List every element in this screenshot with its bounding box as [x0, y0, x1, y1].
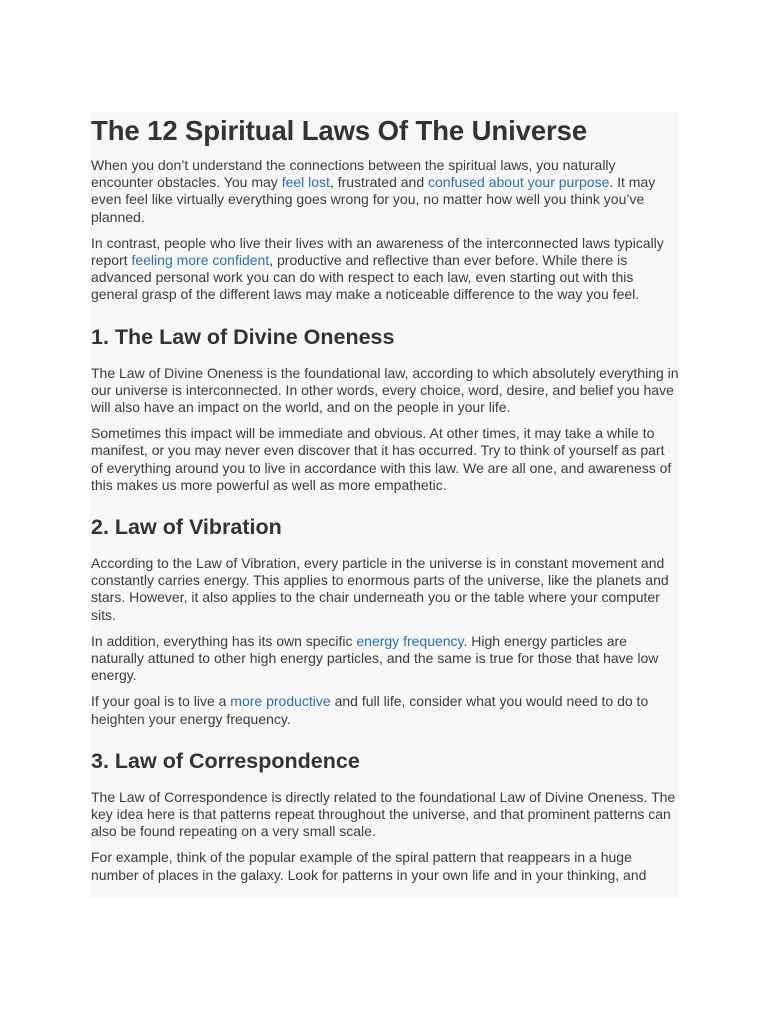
link-energy-frequency[interactable]: energy frequency: [356, 632, 464, 649]
link-confused-about-purpose[interactable]: confused about your purpose: [428, 174, 610, 191]
text-span: If your goal is to live a: [91, 693, 231, 710]
article-title: The 12 Spiritual Laws Of The Universe: [91, 115, 588, 146]
section-heading-vibration: 2. Law of Vibration: [91, 515, 282, 540]
text-span: . High energy particles are naturally attuned to other high energy particles, and the same is true for those that have low energy.: [91, 632, 659, 684]
correspondence-paragraph-2: For example, think of the popular example of the spiral pattern that reappears in a huge number of places in the galaxy. Look for patterns in your own life and in your thinking, and: [91, 849, 647, 883]
link-more-productive[interactable]: more productive: [230, 693, 331, 710]
divine-oneness-paragraph-1: The Law of Divine Oneness is the foundational law, according to which absolutely everything in our universe is interconnected. In other words, every choice, word, desire, and belief you have will also have an impact on the world, and on the people in your life.: [91, 364, 679, 416]
intro-paragraph-1: [91, 157, 679, 226]
text-span: , productive and reflective than ever before. While there is advanced personal work you can do with respect to each law, even starting out with this general grasp of the different laws may make a noticeable difference to the way you feel.: [91, 252, 640, 303]
text-span: When you don’t understand the connections between the spiritual laws, you naturally encounter obstacles. You may: [91, 157, 616, 191]
section-heading-correspondence: 3. Law of Correspondence: [91, 748, 360, 773]
article-content: [90, 114, 679, 884]
text-span: . It may even feel like virtually everything goes wrong for you, no matter how well you think you’ve planned.: [91, 174, 656, 225]
divine-oneness-paragraph-2: Sometimes this impact will be immediate and obvious. At other times, it may take a while to manifest, or you may never even discover that it has occurred. Try to think of yourself as part of everything around you to live in accordance with this law. We are all one, and awareness of this makes us more powerful as well as more empathetic.: [91, 425, 672, 493]
section-heading-divine-oneness: 1. The Law of Divine Oneness: [91, 324, 395, 349]
link-feel-lost[interactable]: feel lost: [281, 174, 330, 191]
document-page: [90, 112, 679, 898]
vibration-paragraph-3: [91, 693, 679, 727]
text-span: In addition, everything has its own specific: [91, 632, 357, 649]
intro-paragraph-2: [91, 235, 679, 304]
correspondence-paragraph-1: The Law of Correspondence is directly related to the foundational Law of Divine Oneness. The key idea here is that patterns repeat throughout the universe, and that prominent patterns can also be found repeating on a very small scale.: [91, 788, 676, 840]
vibration-paragraph-1: According to the Law of Vibration, every particle in the universe is in constant movement and constantly carries energy. This applies to enormous parts of the universe, like the planets and stars. However, it also applies to the chair underneath you or the table where your computer sits.: [91, 555, 669, 623]
text-span: In contrast, people who live their lives with an awareness of the interconnected laws typically report: [91, 234, 664, 269]
text-span: , frustrated and: [329, 174, 428, 191]
text-span: and full life, consider what you would need to do to heighten your energy frequency.: [91, 693, 649, 727]
vibration-paragraph-2: [91, 633, 679, 685]
link-feeling-more-confident[interactable]: feeling more confident: [131, 252, 270, 269]
